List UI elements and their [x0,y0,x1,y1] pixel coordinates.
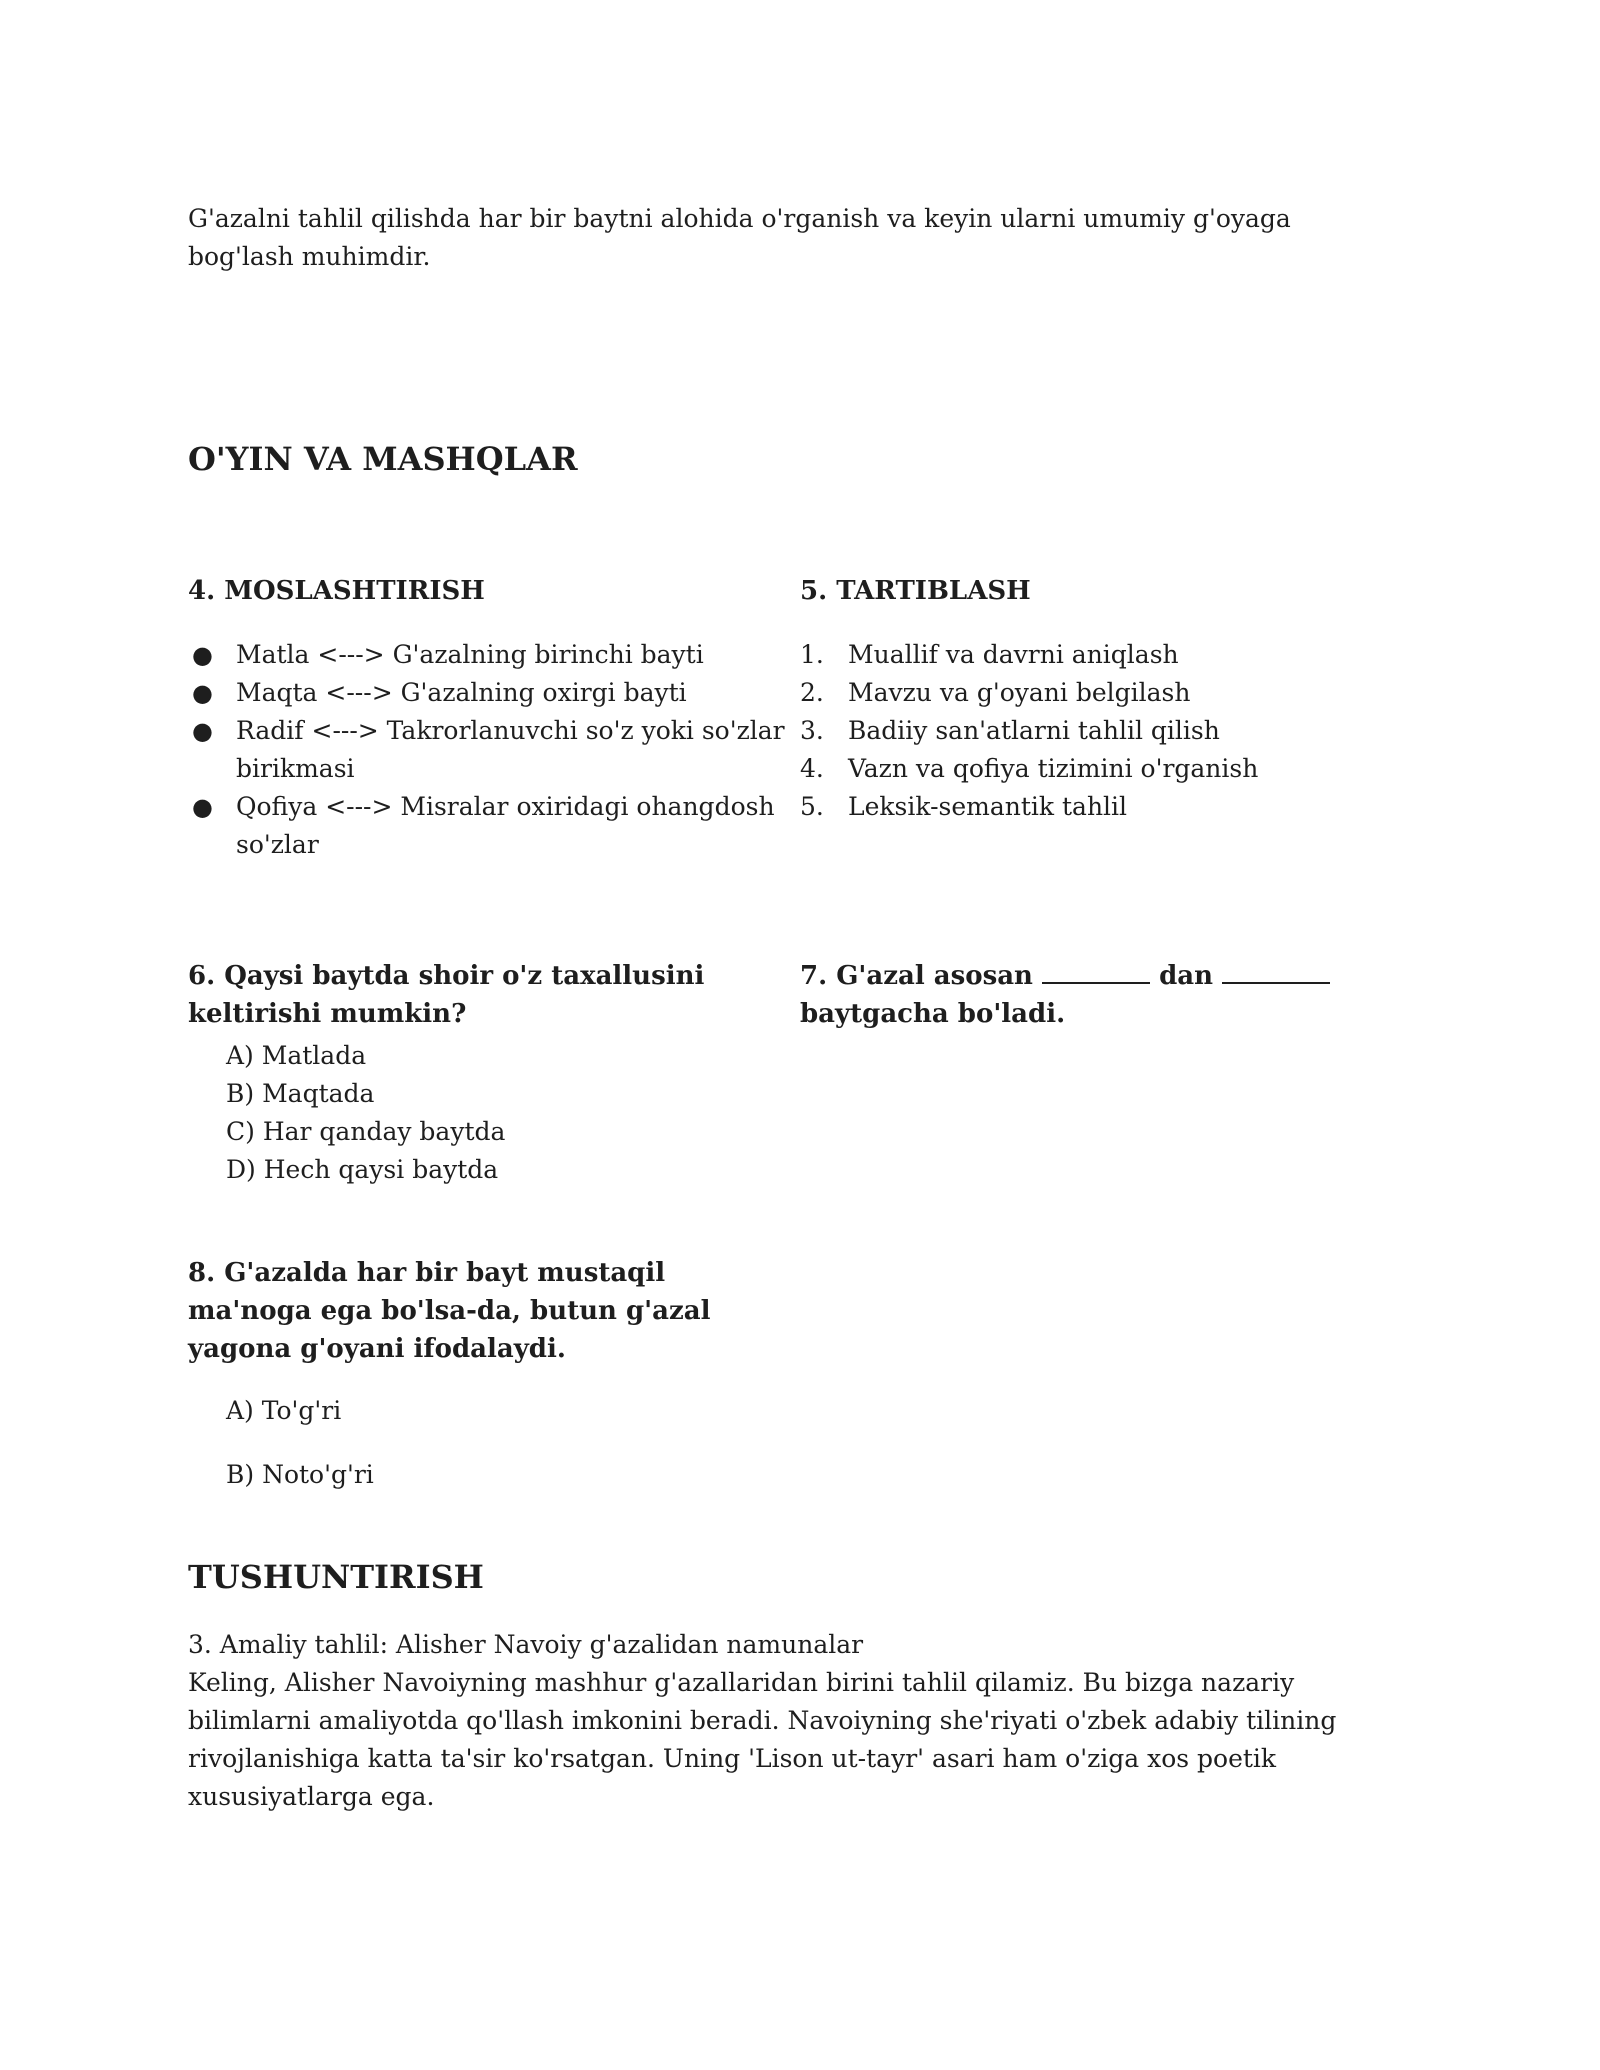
list-item [800,750,1360,788]
answer-options [188,1037,788,1189]
question-text-part: baytgacha bo'ladi. [800,999,1066,1029]
section-heading-games: O'YIN VA MASHQLAR [188,440,578,478]
question-6 [188,957,788,1189]
bullet-icon: ● [192,793,213,821]
ordering-list [800,636,1360,826]
question-text: 6. Qaysi baytda shoir o'z taxallusini keltirishi mumkin? [188,961,705,1029]
matching-section [188,572,788,864]
ordering-heading: 5. TARTIBLASH [800,576,1031,606]
list-item [800,712,1360,750]
list-item [188,788,788,864]
blank-field[interactable] [1042,958,1150,984]
explanation-body [188,1626,1418,1816]
explanation-paragraph: Keling, Alisher Navoiyning mashhur g'azallaridan birini tahlil qilamiz. Bu bizga nazariy bilimlarni amaliyotda qo'llash imkonini beradi. Navoiyning she'riyati o'zbek adabiy tilining rivojlanishiga katta ta'sir ko'rsatgan. Uning 'Lison ut-tayr' asari ham o'ziga xos poetik xususiyatlarga ega. [188,1668,1337,1811]
list-item [188,712,788,788]
matching-item-text: Maqta <---> G'azalning oxirgi bayti [236,678,687,707]
answer-option[interactable]: A) Matlada [226,1041,367,1070]
item-number: 3. [800,716,824,745]
answer-option[interactable]: C) Har qanday baytda [226,1117,506,1146]
ordering-item-text: Leksik-semantik tahlil [848,792,1128,821]
matching-heading: 4. MOSLASHTIRISH [188,576,485,606]
item-number: 2. [800,678,824,707]
answer-option[interactable]: B) Maqtada [226,1079,375,1108]
item-number: 1. [800,640,824,669]
ordering-item-text: Badiiy san'atlarni tahlil qilish [848,716,1220,745]
matching-item-text: Radif <---> Takrorlanuvchi so'z yoki so'zlar birikmasi [236,716,785,783]
explanation-subtitle: 3. Amaliy tahlil: Alisher Navoiy g'azalidan namunalar [188,1630,864,1659]
list-item [800,788,1360,826]
item-number: 5. [800,792,824,821]
bullet-icon: ● [192,641,213,669]
ordering-item-text: Mavzu va g'oyani belgilash [848,678,1191,707]
ordering-item-text: Vazn va qofiya tizimini o'rganish [848,754,1259,783]
answer-option[interactable]: D) Hech qaysi baytda [226,1155,499,1184]
bullet-icon: ● [192,717,213,745]
blank-field[interactable] [1222,958,1330,984]
question-text-part: dan [1159,961,1214,991]
list-item [800,636,1360,674]
question-7 [800,957,1360,1033]
bullet-icon: ● [192,679,213,707]
question-8 [188,1254,748,1520]
answer-option[interactable]: B) Noto'g'ri [226,1460,374,1489]
matching-item-text: Matla <---> G'azalning birinchi bayti [236,640,704,669]
item-number: 4. [800,754,824,783]
matching-item-text: Qofiya <---> Misralar oxiridagi ohangdosh so'zlar [236,792,775,859]
ordering-section [800,572,1360,826]
list-item [188,636,788,674]
question-text: 8. G'azalda har bir bayt mustaqil ma'noga ega bo'lsa-da, butun g'azal yagona g'oyani ifodalaydi. [188,1258,711,1364]
question-text-part: 7. G'azal asosan [800,961,1033,991]
section-heading-explanation: TUSHUNTIRISH [188,1558,484,1596]
list-item [800,674,1360,712]
answer-options [188,1392,748,1494]
ordering-item-text: Muallif va davrni aniqlash [848,640,1179,669]
intro-paragraph: G'azalni tahlil qilishda har bir baytni alohida o'rganish va keyin ularni umumiy g'oyaga bog'lash muhimdir. [188,204,1291,271]
list-item [188,674,788,712]
answer-option[interactable]: A) To'g'ri [226,1396,342,1425]
matching-list [188,636,788,864]
